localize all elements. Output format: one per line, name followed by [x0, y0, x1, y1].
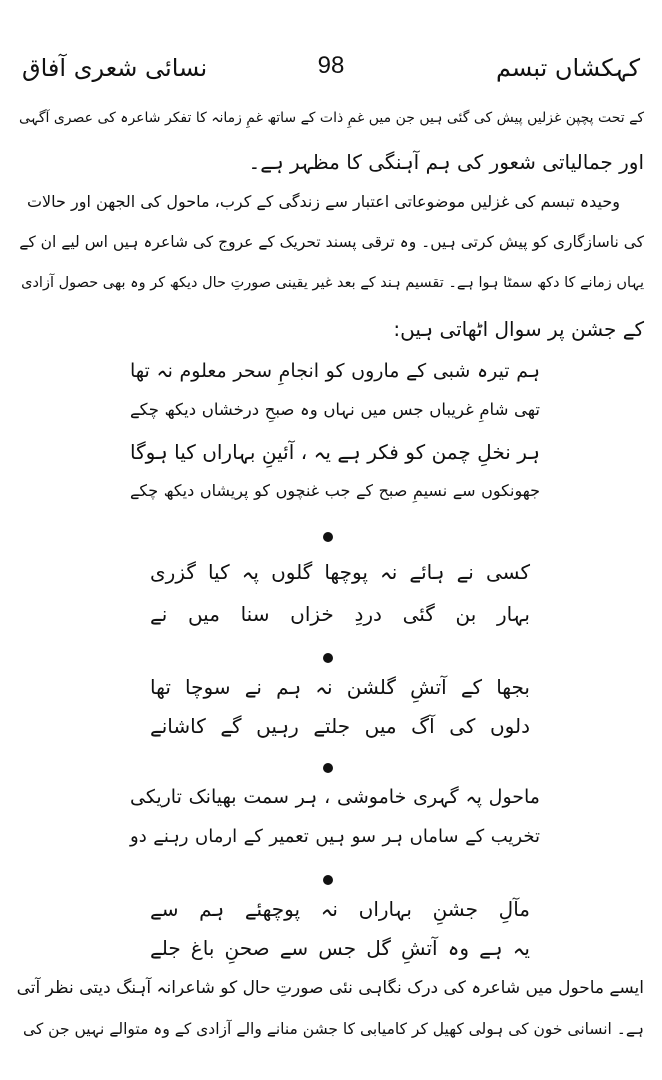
verse-separator-dot [323, 653, 333, 663]
page-number: 98 [317, 52, 345, 79]
verse-separator-dot [323, 763, 333, 773]
paragraph-line: یہاں زمانے کا دکھ سمٹا ہوا ہے۔ تقسیم ہند کے بعد غیر یقینی صورتِ حال دیکھ کر وہ بھی حصول آزادی [21, 275, 644, 291]
paragraph-line: کے جشن پر سوال اٹھاتی ہیں: [393, 317, 644, 341]
paragraph-line: وحیدہ تبسم کی غزلیں موضوعاتی اعتبار سے زندگی کے کرب، ماحول کی الجھن اور حالات [26, 192, 620, 211]
verse-line: ہم تیرہ شبی کے ماروں کو انجامِ سحر معلوم نہ تھا [130, 360, 540, 382]
verse-line: یہ ہے وہ آتشِ گل جس سے صحنِ باغ جلے [150, 936, 530, 960]
chapter-title: نسائی شعری آفاق [22, 54, 208, 82]
verse-line: بہار بن گئی دردِ خزاں سنا میں نے [150, 602, 530, 626]
verse-separator-dot [323, 532, 333, 542]
verse-line: تخریب کے ساماں ہر سو ہیں تعمیر کے ارماں رہنے دو [130, 826, 540, 847]
verse-line: جھونکوں سے نسیمِ صبح کے جب غنچوں کو پریشاں دیکھ چکے [130, 481, 540, 500]
closing-line: ہے۔ انسانی خون کی ہولی کھیل کر کامیابی کا جشن منانے والے آزادی کے وہ متوالے نہیں جن کی [22, 1020, 644, 1038]
verse-line: بجھا کے آتشِ گلشن نہ ہم نے سوچا تھا [150, 675, 530, 699]
page-header [22, 52, 640, 92]
intro-line: کے تحت پچپن غزلیں پیش کی گئی ہیں جن میں غمِ ذات کے ساتھ غمِ زمانہ کا تفکر شاعرہ کی عصری آگہی [18, 110, 644, 126]
book-title: کہکشاں تبسم [495, 54, 640, 82]
closing-line: ایسے ماحول میں شاعرہ کی درک نگاہی نئی صورتِ حال کو شاعرانہ آہنگ دیتی نظر آتی [16, 978, 644, 998]
verse-line: مآلِ جشنِ بہاراں نہ پوچھئے ہم سے [150, 897, 530, 921]
verse-line: ماحول پہ گہری خاموشی ، ہر سمت بھیانک تاریکی [130, 786, 540, 808]
paragraph-line: کی ناسازگاری کو پیش کرتی ہیں۔ وہ ترقی پسند تحریک کے عروج کی شاعرہ ہیں اس لیے ان کے [19, 233, 644, 251]
verse-line: کسی نے ہائے نہ پوچھا گلوں پہ کیا گزری [150, 560, 530, 584]
verse-separator-dot [323, 875, 333, 885]
intro-line: اور جمالیاتی شعور کی ہم آہنگی کا مظہر ہے۔ [248, 150, 644, 174]
verse-line: ہر نخلِ چمن کو فکر ہے یہ ، آئینِ بہاراں کیا ہوگا [130, 440, 540, 464]
verse-line: تھی شامِ غریباں جس میں نہاں وہ صبحِ درخشاں دیکھ چکے [130, 400, 540, 419]
verse-line: دلوں کی آگ میں جلتے رہیں گے کاشانے [150, 714, 530, 738]
